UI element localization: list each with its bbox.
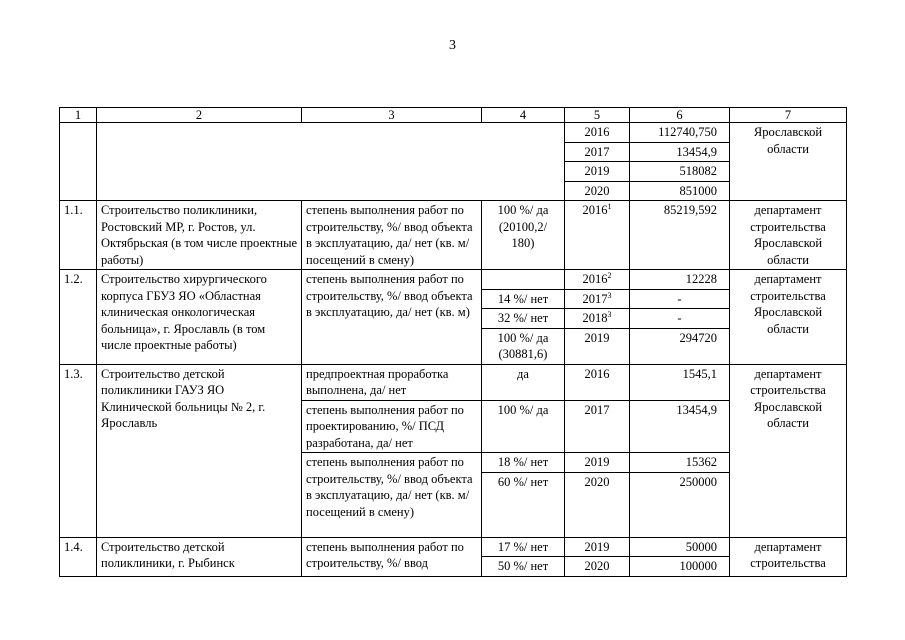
amount-cell: 15362 bbox=[630, 453, 730, 473]
num-cell: 1.3. bbox=[60, 364, 97, 537]
amount-cell: 1545,1 bbox=[630, 364, 730, 400]
indicator-cell: степень выполнения работ по строительству, %/ ввод объекта в эксплуатацию, да/ нет (кв. м/ посещений в смену) bbox=[302, 453, 482, 538]
program-table bbox=[59, 107, 847, 577]
year-text: 2016 bbox=[582, 203, 608, 217]
header-cell: 1 bbox=[60, 108, 97, 123]
year-cell: 2017 bbox=[565, 142, 630, 162]
value-cell: да bbox=[482, 364, 565, 400]
indicator-cell: степень выполнения работ по строительству, %/ ввод объекта в эксплуатацию, да/ нет (кв. м/ посещений в смену) bbox=[302, 201, 482, 270]
amount-cell: - bbox=[630, 309, 730, 329]
year-text: 2018 bbox=[582, 311, 608, 325]
amount-cell: 518082 bbox=[630, 162, 730, 182]
footnote-mark: 2 bbox=[607, 270, 612, 280]
num-cell: 1.1. bbox=[60, 201, 97, 270]
indicator-cell: степень выполнения работ по проектированию, %/ ПСД разработана, да/ нет bbox=[302, 400, 482, 453]
indicator-cell: степень выполнения работ по строительству, %/ ввод объекта в эксплуатацию, да/ нет (кв. м) bbox=[302, 270, 482, 365]
table-row bbox=[60, 537, 847, 557]
num-cell: 1.2. bbox=[60, 270, 97, 365]
num-cell bbox=[60, 123, 97, 201]
table-row bbox=[60, 123, 847, 143]
amount-cell: 250000 bbox=[630, 472, 730, 537]
footnote-mark: 3 bbox=[607, 290, 612, 300]
year-cell: 2020 bbox=[565, 557, 630, 577]
table-row bbox=[60, 364, 847, 400]
year-cell bbox=[565, 309, 630, 329]
name-cell: Строительство хирургического корпуса ГБУЗ ЯО «Областная клиническая онкологическая больница», г. Ярославль (в том числе проектные работы) bbox=[97, 270, 302, 365]
value-cell: 14 %/ нет bbox=[482, 289, 565, 309]
year-text: 2016 bbox=[582, 272, 608, 286]
table-row bbox=[60, 201, 847, 270]
value-cell: 17 %/ нет bbox=[482, 537, 565, 557]
header-cell: 6 bbox=[630, 108, 730, 123]
year-cell: 2019 bbox=[565, 453, 630, 473]
value-cell: 18 %/ нет bbox=[482, 453, 565, 473]
name-cell: Строительство поликлиники, Ростовский МР, г. Ростов, ул. Октябрьская (в том числе проектные работы) bbox=[97, 201, 302, 270]
amount-cell: 12228 bbox=[630, 270, 730, 290]
footnote-mark: 3 bbox=[607, 309, 612, 319]
value-cell bbox=[482, 270, 565, 290]
table-row bbox=[60, 270, 847, 290]
year-cell bbox=[565, 270, 630, 290]
name-cell: Строительство детской поликлиники, г. Рыбинск bbox=[97, 537, 302, 576]
year-cell: 2019 bbox=[565, 328, 630, 364]
amount-cell: 13454,9 bbox=[630, 142, 730, 162]
amount-cell: 112740,750 bbox=[630, 123, 730, 143]
amount-cell: 85219,592 bbox=[630, 201, 730, 270]
year-text: 2017 bbox=[582, 291, 608, 306]
year-cell: 2017 bbox=[565, 400, 630, 453]
year-cell: 2019 bbox=[565, 537, 630, 557]
header-cell: 7 bbox=[730, 108, 847, 123]
year-cell: 2016 bbox=[565, 123, 630, 143]
header-cell: 4 bbox=[482, 108, 565, 123]
page-number: 3 bbox=[449, 38, 456, 53]
org-cell: департамент строительства bbox=[730, 537, 847, 576]
value-cell: 32 %/ нет bbox=[482, 309, 565, 329]
amount-cell: 13454,9 bbox=[630, 400, 730, 453]
org-cell: департамент строительства Ярославской области bbox=[730, 270, 847, 365]
header-cell: 5 bbox=[565, 108, 630, 123]
value-cell: 60 %/ нет bbox=[482, 472, 565, 537]
year-cell: 2016 bbox=[565, 364, 630, 400]
amount-cell: 851000 bbox=[630, 181, 730, 201]
footnote-mark: 1 bbox=[607, 201, 612, 211]
header-cell: 3 bbox=[302, 108, 482, 123]
indicator-cell: степень выполнения работ по строительству, %/ ввод bbox=[302, 537, 482, 576]
org-cell: Ярославской области bbox=[730, 123, 847, 201]
value-cell: 100 %/ да bbox=[482, 400, 565, 453]
org-cell: департамент строительства Ярославской области bbox=[730, 364, 847, 537]
org-cell: департамент строительства Ярославской области bbox=[730, 201, 847, 270]
indicator-cell: предпроектная проработка выполнена, да/ нет bbox=[302, 364, 482, 400]
year-cell: 2020 bbox=[565, 472, 630, 537]
year-cell: 2019 bbox=[565, 162, 630, 182]
header-cell: 2 bbox=[97, 108, 302, 123]
amount-cell: 294720 bbox=[630, 328, 730, 364]
year-cell: 2020 bbox=[565, 181, 630, 201]
amount-cell: - bbox=[630, 289, 730, 309]
year-cell bbox=[565, 289, 630, 309]
value-cell: 100 %/ да (20100,2/ 180) bbox=[482, 201, 565, 270]
num-cell: 1.4. bbox=[60, 537, 97, 576]
name-cell bbox=[97, 123, 565, 201]
value-cell: 100 %/ да (30881,6) bbox=[482, 328, 565, 364]
amount-cell: 50000 bbox=[630, 537, 730, 557]
amount-cell: 100000 bbox=[630, 557, 730, 577]
name-cell: Строительство детской поликлиники ГАУЗ ЯО Клинической больницы № 2, г. Ярославль bbox=[97, 364, 302, 537]
year-cell bbox=[565, 201, 630, 270]
header-row bbox=[60, 108, 847, 123]
value-cell: 50 %/ нет bbox=[482, 557, 565, 577]
